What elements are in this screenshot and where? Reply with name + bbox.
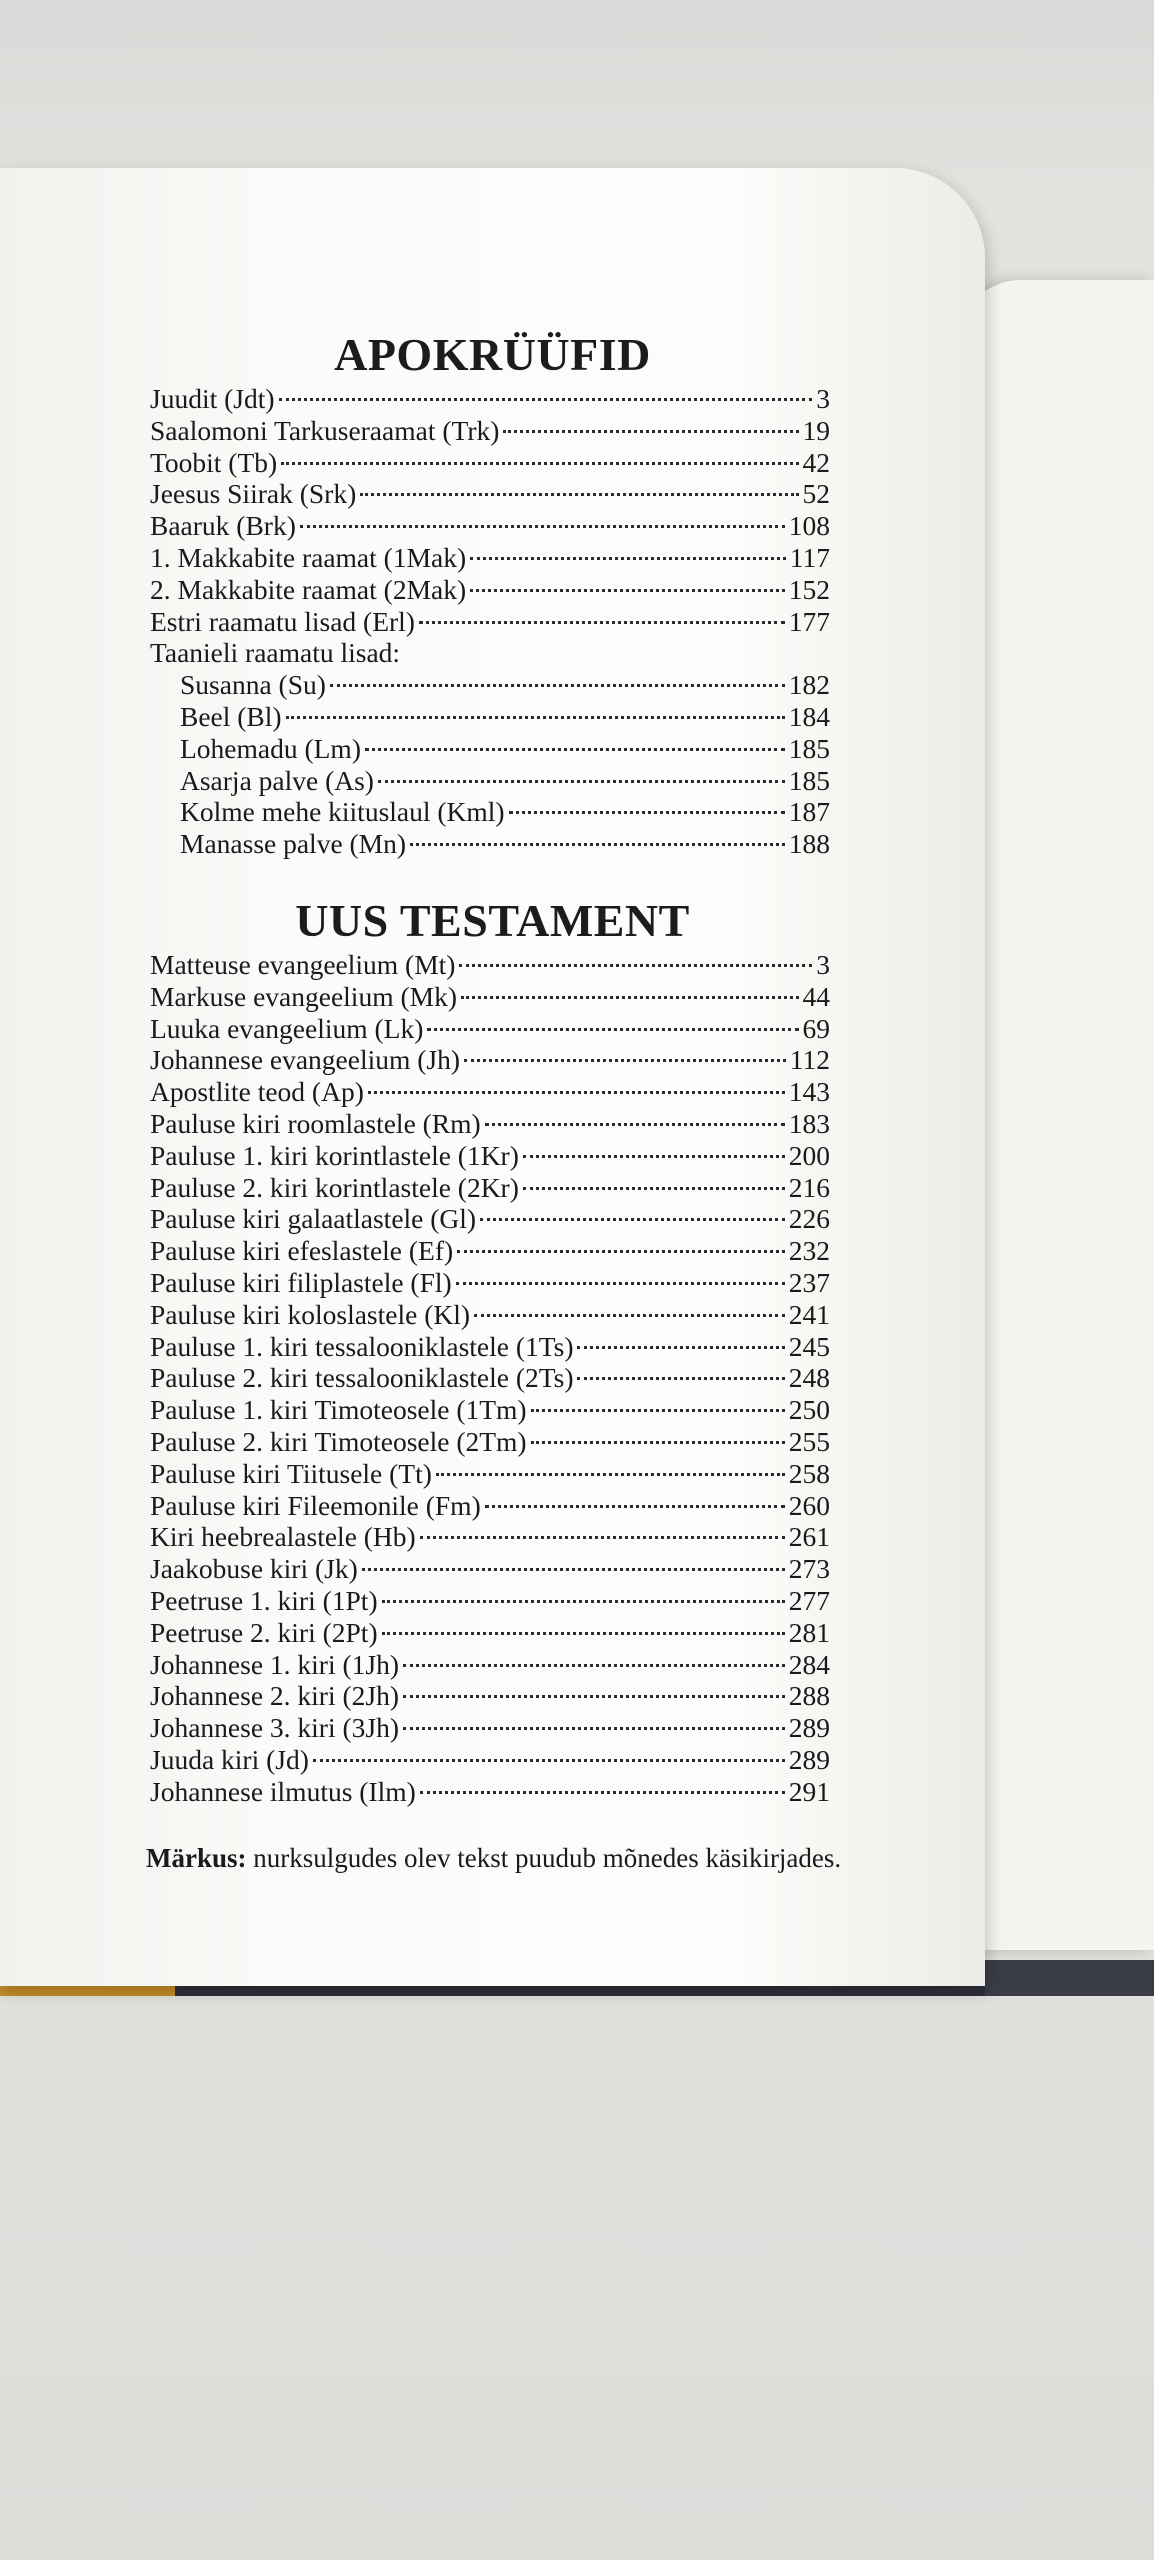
- dot-leader: [300, 525, 785, 528]
- dot-leader: [403, 1727, 785, 1730]
- next-page: [960, 280, 1154, 1950]
- toc-entry-title: Manasse palve (Mn): [180, 828, 407, 860]
- toc-entry: [150, 447, 830, 479]
- dot-leader: [470, 589, 785, 592]
- dot-leader: [360, 493, 798, 496]
- dot-leader: [368, 1091, 785, 1094]
- dot-leader: [531, 1441, 785, 1444]
- toc-entry: [150, 701, 830, 733]
- dot-leader: [531, 1409, 785, 1412]
- toc-entry-title: Pauluse 2. kiri tessalooniklastele (2Ts): [150, 1362, 574, 1394]
- dot-leader: [365, 748, 785, 751]
- toc-entry-title: Pauluse 2. kiri Timoteosele (2Tm): [150, 1425, 527, 1457]
- toc-entry-title: Juuda kiri (Jd): [150, 1743, 309, 1775]
- toc-entry-page: 188: [788, 828, 830, 860]
- toc-entry-title: Pauluse kiri efeslastele (Ef): [150, 1235, 454, 1267]
- toc-entry-page: 226: [788, 1203, 830, 1235]
- dot-leader: [362, 1568, 785, 1571]
- toc-entry-page: 261: [788, 1521, 830, 1553]
- toc-entry-page: 177: [788, 605, 830, 637]
- dot-leader: [286, 716, 785, 719]
- toc-entry-page: 185: [788, 764, 830, 796]
- toc-entry-title: Pauluse 1. kiri korintlastele (1Kr): [150, 1139, 519, 1171]
- toc-entry-page: 289: [788, 1743, 830, 1775]
- toc-entry-page: 250: [788, 1394, 830, 1426]
- toc-entry-title: Beel (Bl): [180, 700, 282, 732]
- toc-entry-title: Pauluse 1. kiri tessalooniklastele (1Ts): [150, 1330, 574, 1362]
- toc-entry-title: Pauluse 2. kiri korintlastele (2Kr): [150, 1171, 519, 1203]
- dot-leader: [474, 1314, 785, 1317]
- toc-entry-page: 291: [788, 1775, 830, 1807]
- toc-entry-page: 237: [788, 1266, 830, 1298]
- dot-leader: [480, 1218, 785, 1221]
- toc-entry: [150, 1108, 830, 1140]
- note: [146, 1843, 841, 1874]
- daniel-additions-heading: Taanieli raamatu lisad:: [150, 637, 401, 669]
- dot-leader: [456, 1282, 785, 1285]
- toc-entry-title: Susanna (Su): [180, 669, 326, 701]
- dot-leader: [509, 811, 785, 814]
- toc-entry: [150, 1553, 830, 1585]
- toc-entry: [150, 510, 830, 542]
- toc-entry-title: Johannese 2. kiri (2Jh): [150, 1680, 399, 1712]
- toc-entry-page: 185: [788, 732, 830, 764]
- dot-leader: [577, 1377, 784, 1380]
- toc-entry: [150, 1744, 830, 1776]
- toc-entry-title: Pauluse kiri koloslastele (Kl): [150, 1298, 471, 1330]
- dot-leader: [459, 964, 812, 967]
- toc-entry-title: Pauluse kiri galaatlastele (Gl): [150, 1203, 477, 1235]
- toc-entry: [150, 1649, 830, 1681]
- dot-leader: [470, 557, 786, 560]
- toc-entry: [150, 1044, 830, 1076]
- toc-entry: [150, 1712, 830, 1744]
- toc-entry: [150, 1013, 830, 1045]
- dot-leader: [378, 780, 785, 783]
- toc-entry-page: 289: [788, 1712, 830, 1744]
- toc-entry-page: 183: [788, 1107, 830, 1139]
- dot-leader: [485, 1123, 785, 1126]
- toc-entry-title: 1. Makkabite raamat (1Mak): [150, 541, 467, 573]
- toc-page: [0, 168, 985, 1986]
- apocrypha-title: APOKRÜÜFID: [334, 329, 651, 380]
- toc-entry-page: 184: [788, 700, 830, 732]
- toc-entry-title: Johannese 1. kiri (1Jh): [150, 1648, 399, 1680]
- toc-entry-page: 42: [802, 446, 830, 478]
- dot-leader: [403, 1695, 785, 1698]
- toc-entry-title: Peetruse 1. kiri (1Pt): [150, 1584, 378, 1616]
- dot-leader: [403, 1664, 785, 1667]
- toc-entry-page: 152: [788, 573, 830, 605]
- toc-entry-title: Matteuse evangeelium (Mt): [150, 949, 456, 980]
- toc-entry-page: 241: [788, 1298, 830, 1330]
- dot-leader: [279, 398, 813, 401]
- dot-leader: [410, 843, 785, 846]
- toc-entry: [150, 1076, 830, 1108]
- toc-entry-title: Pauluse kiri filiplastele (Fl): [150, 1266, 452, 1298]
- toc-entry-page: 216: [788, 1171, 830, 1203]
- toc-entry: [150, 733, 830, 765]
- toc-entry: [150, 1362, 830, 1394]
- toc-entry-page: 44: [802, 980, 830, 1012]
- toc-entry: [150, 1172, 830, 1204]
- dot-leader: [281, 462, 798, 465]
- toc-entry-title: Asarja palve (As): [180, 764, 374, 796]
- toc-entry-page: 248: [788, 1362, 830, 1394]
- toc-entry-page: 273: [788, 1553, 830, 1585]
- toc-entry: [150, 796, 830, 828]
- toc-entry: [150, 828, 830, 860]
- dot-leader: [427, 1028, 798, 1031]
- toc-entry-title: Luuka evangeelium (Lk): [150, 1012, 424, 1044]
- dot-leader: [577, 1346, 784, 1349]
- toc-entry-page: 281: [788, 1616, 830, 1648]
- toc-entry-page: 52: [802, 478, 830, 510]
- toc-entry-title: Toobit (Tb): [150, 446, 278, 478]
- dot-leader: [464, 1059, 786, 1062]
- toc-entry-title: Johannese evangeelium (Jh): [150, 1044, 461, 1076]
- note-label: Märkus:: [146, 1843, 247, 1873]
- dot-leader: [382, 1632, 785, 1635]
- toc-entry-title: Baaruk (Brk): [150, 510, 296, 542]
- toc-entry: [150, 1458, 830, 1490]
- toc-entry-page: 3: [816, 949, 830, 980]
- toc-entry-page: 200: [788, 1139, 830, 1171]
- dot-leader: [523, 1187, 785, 1190]
- toc-entry-page: 260: [788, 1489, 830, 1521]
- toc-entry-page: 69: [802, 1012, 830, 1044]
- toc-entry: [150, 1267, 830, 1299]
- dot-leader: [420, 1791, 785, 1794]
- toc-entry-title: 2. Makkabite raamat (2Mak): [150, 573, 467, 605]
- toc-entry-page: 284: [788, 1648, 830, 1680]
- toc-entry-title: Apostlite teod (Ap): [150, 1076, 364, 1108]
- toc-entry-page: 182: [788, 669, 830, 701]
- toc-entry-page: 187: [788, 796, 830, 828]
- toc-entry: [150, 1490, 830, 1522]
- dot-leader: [503, 430, 798, 433]
- toc-entry-page: 143: [788, 1076, 830, 1108]
- toc-entry: [150, 1140, 830, 1172]
- toc-entry-title: Pauluse kiri Fileemonile (Fm): [150, 1489, 481, 1521]
- toc-entry: [150, 1394, 830, 1426]
- toc-entry-title: Jaakobuse kiri (Jk): [150, 1553, 358, 1585]
- toc-entry-title: Johannese 3. kiri (3Jh): [150, 1712, 399, 1744]
- toc-entry: [150, 1331, 830, 1363]
- toc-entry-page: 108: [788, 510, 830, 542]
- toc-entry: [150, 765, 830, 797]
- apocrypha-list: [150, 383, 830, 860]
- toc-entry: [150, 1299, 830, 1331]
- toc-entry: [150, 1235, 830, 1267]
- new-testament-title: UUS TESTAMENT: [295, 895, 690, 946]
- toc-entry: [150, 478, 830, 510]
- toc-entry-page: 258: [788, 1457, 830, 1489]
- toc-entry-title: Estri raamatu lisad (Erl): [150, 605, 415, 637]
- toc-entry-title: Kolme mehe kiituslaul (Kml): [180, 796, 505, 828]
- toc-entry-page: 288: [788, 1680, 830, 1712]
- toc-entry-title: Markuse evangeelium (Mk): [150, 980, 457, 1012]
- toc-entry-title: Pauluse kiri Tiitusele (Tt): [150, 1457, 432, 1489]
- toc-entry: [150, 542, 830, 574]
- toc-entry-title: Kiri heebrealastele (Hb): [150, 1521, 416, 1553]
- toc-entry-page: 3: [816, 383, 830, 414]
- toc-entry: [150, 574, 830, 606]
- toc-entry: [150, 1617, 830, 1649]
- dot-leader: [461, 996, 799, 999]
- dot-leader: [313, 1759, 785, 1762]
- toc-entry: [150, 669, 830, 701]
- toc-entry-page: 277: [788, 1584, 830, 1616]
- toc-entry-title: Pauluse 1. kiri Timoteosele (1Tm): [150, 1394, 527, 1426]
- dot-leader: [420, 1536, 785, 1539]
- toc-entry: [150, 949, 830, 981]
- new-testament-list: [150, 949, 830, 1808]
- note-text: nurksulgudes olev tekst puudub mõnedes käsikirjades.: [253, 1843, 842, 1873]
- dot-leader: [330, 684, 785, 687]
- toc-entry: [150, 1203, 830, 1235]
- toc-entry-page: 112: [789, 1044, 830, 1076]
- dot-leader: [457, 1250, 785, 1253]
- toc-entry: [150, 415, 830, 447]
- toc-entry: [150, 1776, 830, 1808]
- toc-entry-page: 117: [789, 541, 830, 573]
- toc-entry-page: 245: [788, 1330, 830, 1362]
- toc-entry-title: Peetruse 2. kiri (2Pt): [150, 1616, 378, 1648]
- dot-leader: [436, 1473, 785, 1476]
- toc-entry: [150, 383, 830, 415]
- toc-entry: [150, 981, 830, 1013]
- toc-entry-title: Lohemadu (Lm): [180, 732, 361, 764]
- dot-leader: [523, 1155, 785, 1158]
- toc-entry: [150, 606, 830, 638]
- toc-entry: [150, 1426, 830, 1458]
- toc-entry: [150, 1521, 830, 1553]
- toc-entry-page: 232: [788, 1235, 830, 1267]
- toc-entry-title: Pauluse kiri roomlastele (Rm): [150, 1107, 481, 1139]
- toc-entry-title: Juudit (Jdt): [150, 383, 275, 414]
- toc-entry-page: 255: [788, 1425, 830, 1457]
- toc-entry: [150, 1680, 830, 1712]
- toc-entry-title: Jeesus Siirak (Srk): [150, 478, 357, 510]
- dot-leader: [485, 1505, 785, 1508]
- toc-entry: [150, 1585, 830, 1617]
- dot-leader: [382, 1600, 785, 1603]
- toc-entry-title: Saalomoni Tarkuseraamat (Trk): [150, 414, 500, 446]
- toc-entry-page: 19: [802, 414, 830, 446]
- dot-leader: [419, 621, 785, 624]
- toc-entry-title: Johannese ilmutus (Ilm): [150, 1775, 416, 1807]
